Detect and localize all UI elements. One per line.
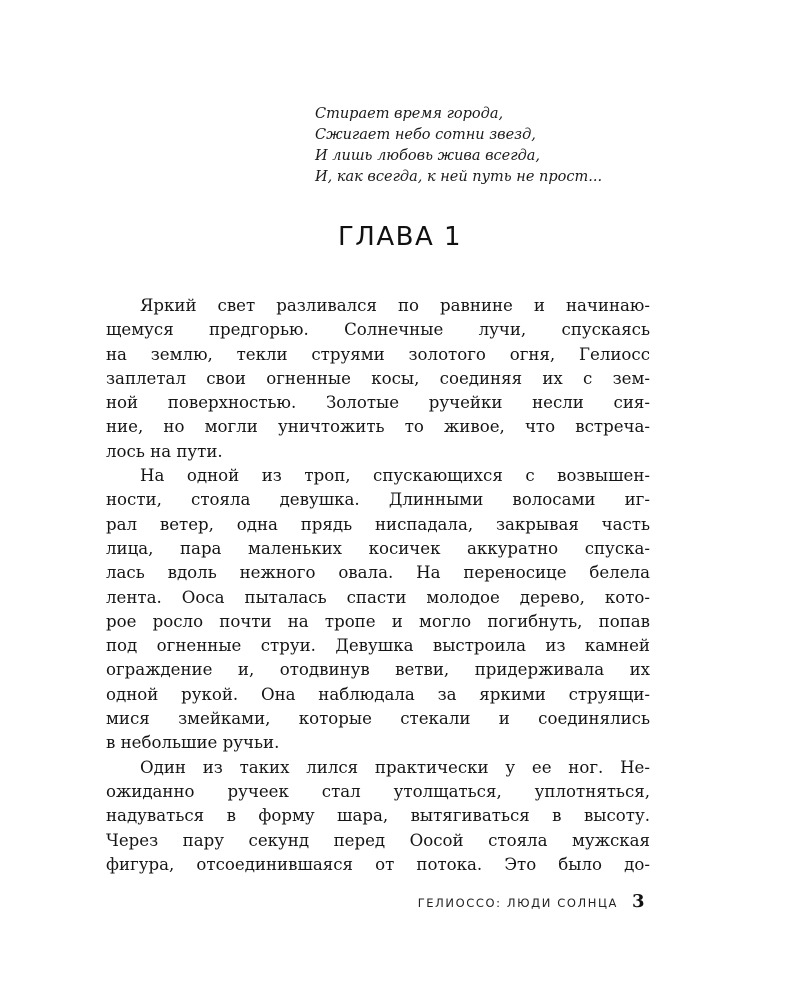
epigraph-line: Стирает время города, — [315, 106, 504, 122]
epigraph-line: Сжигает небо сотни звезд, — [315, 127, 536, 143]
text-line: заплетал свои огненные косы, соединяя их с зем- — [106, 368, 650, 388]
text-line: ограждение и, отодвинув ветви, придерживала их — [106, 660, 650, 680]
epigraph-line: И лишь любовь жива всегда, — [315, 148, 541, 164]
body-text — [106, 294, 650, 877]
text-line: на землю, текли струями золотого огня, Гелиосс — [106, 344, 650, 364]
epigraph-line: И, как всегда, к ней путь не прост... — [315, 169, 603, 185]
text-line: в небольшие ручьи. — [106, 733, 280, 753]
text-line: ние, но могли уничтожить то живое, что встреча- — [106, 417, 650, 437]
text-line: рал ветер, одна прядь ниспадала, закрывая часть — [106, 514, 650, 534]
text-line: под огненные струи. Девушка выстроила из камней — [106, 636, 650, 656]
text-line: лась вдоль нежного овала. На переносице белела — [106, 563, 650, 583]
text-line: ности, стояла девушка. Длинными волосами иг- — [106, 490, 650, 510]
text-line: ожиданно ручеек стал утолщаться, уплотняться, — [106, 781, 650, 801]
epigraph — [315, 104, 695, 188]
text-line: одной рукой. Она наблюдала за яркими струящи- — [106, 684, 650, 704]
chapter-title: ГЛАВА 1 — [337, 222, 463, 252]
text-line: На одной из троп, спускающихся с возвышен- — [140, 466, 650, 486]
text-line: щемуся предгорью. Солнечные лучи, спускаясь — [106, 320, 650, 340]
text-line: лента. Ооса пыталась спасти молодое дерево, кото- — [106, 587, 650, 607]
text-line: Через пару секунд перед Оосой стояла мужская — [106, 830, 650, 850]
page-number: 3 — [632, 891, 645, 912]
text-line: надуваться в форму шара, вытягиваться в высоту. — [106, 806, 650, 826]
running-head: ГЕЛИОССО: ЛЮДИ СОЛНЦА — [417, 896, 618, 910]
text-line: лица, пара маленьких косичек аккуратно спуска- — [106, 538, 650, 558]
text-line: лось на пути. — [106, 441, 223, 461]
text-line: мися змейками, которые стекали и соединялись — [106, 709, 650, 729]
text-line: ной поверхностью. Золотые ручейки несли сия- — [106, 393, 650, 413]
text-line: фигура, отсоединившаяся от потока. Это было до- — [106, 854, 650, 874]
text-line: рое росло почти на тропе и могло погибнуть, попав — [106, 611, 650, 631]
text-line: Яркий свет разливался по равнине и начинаю- — [140, 296, 650, 315]
text-line: Один из таких лился практически у ее ног. Не- — [140, 757, 650, 777]
